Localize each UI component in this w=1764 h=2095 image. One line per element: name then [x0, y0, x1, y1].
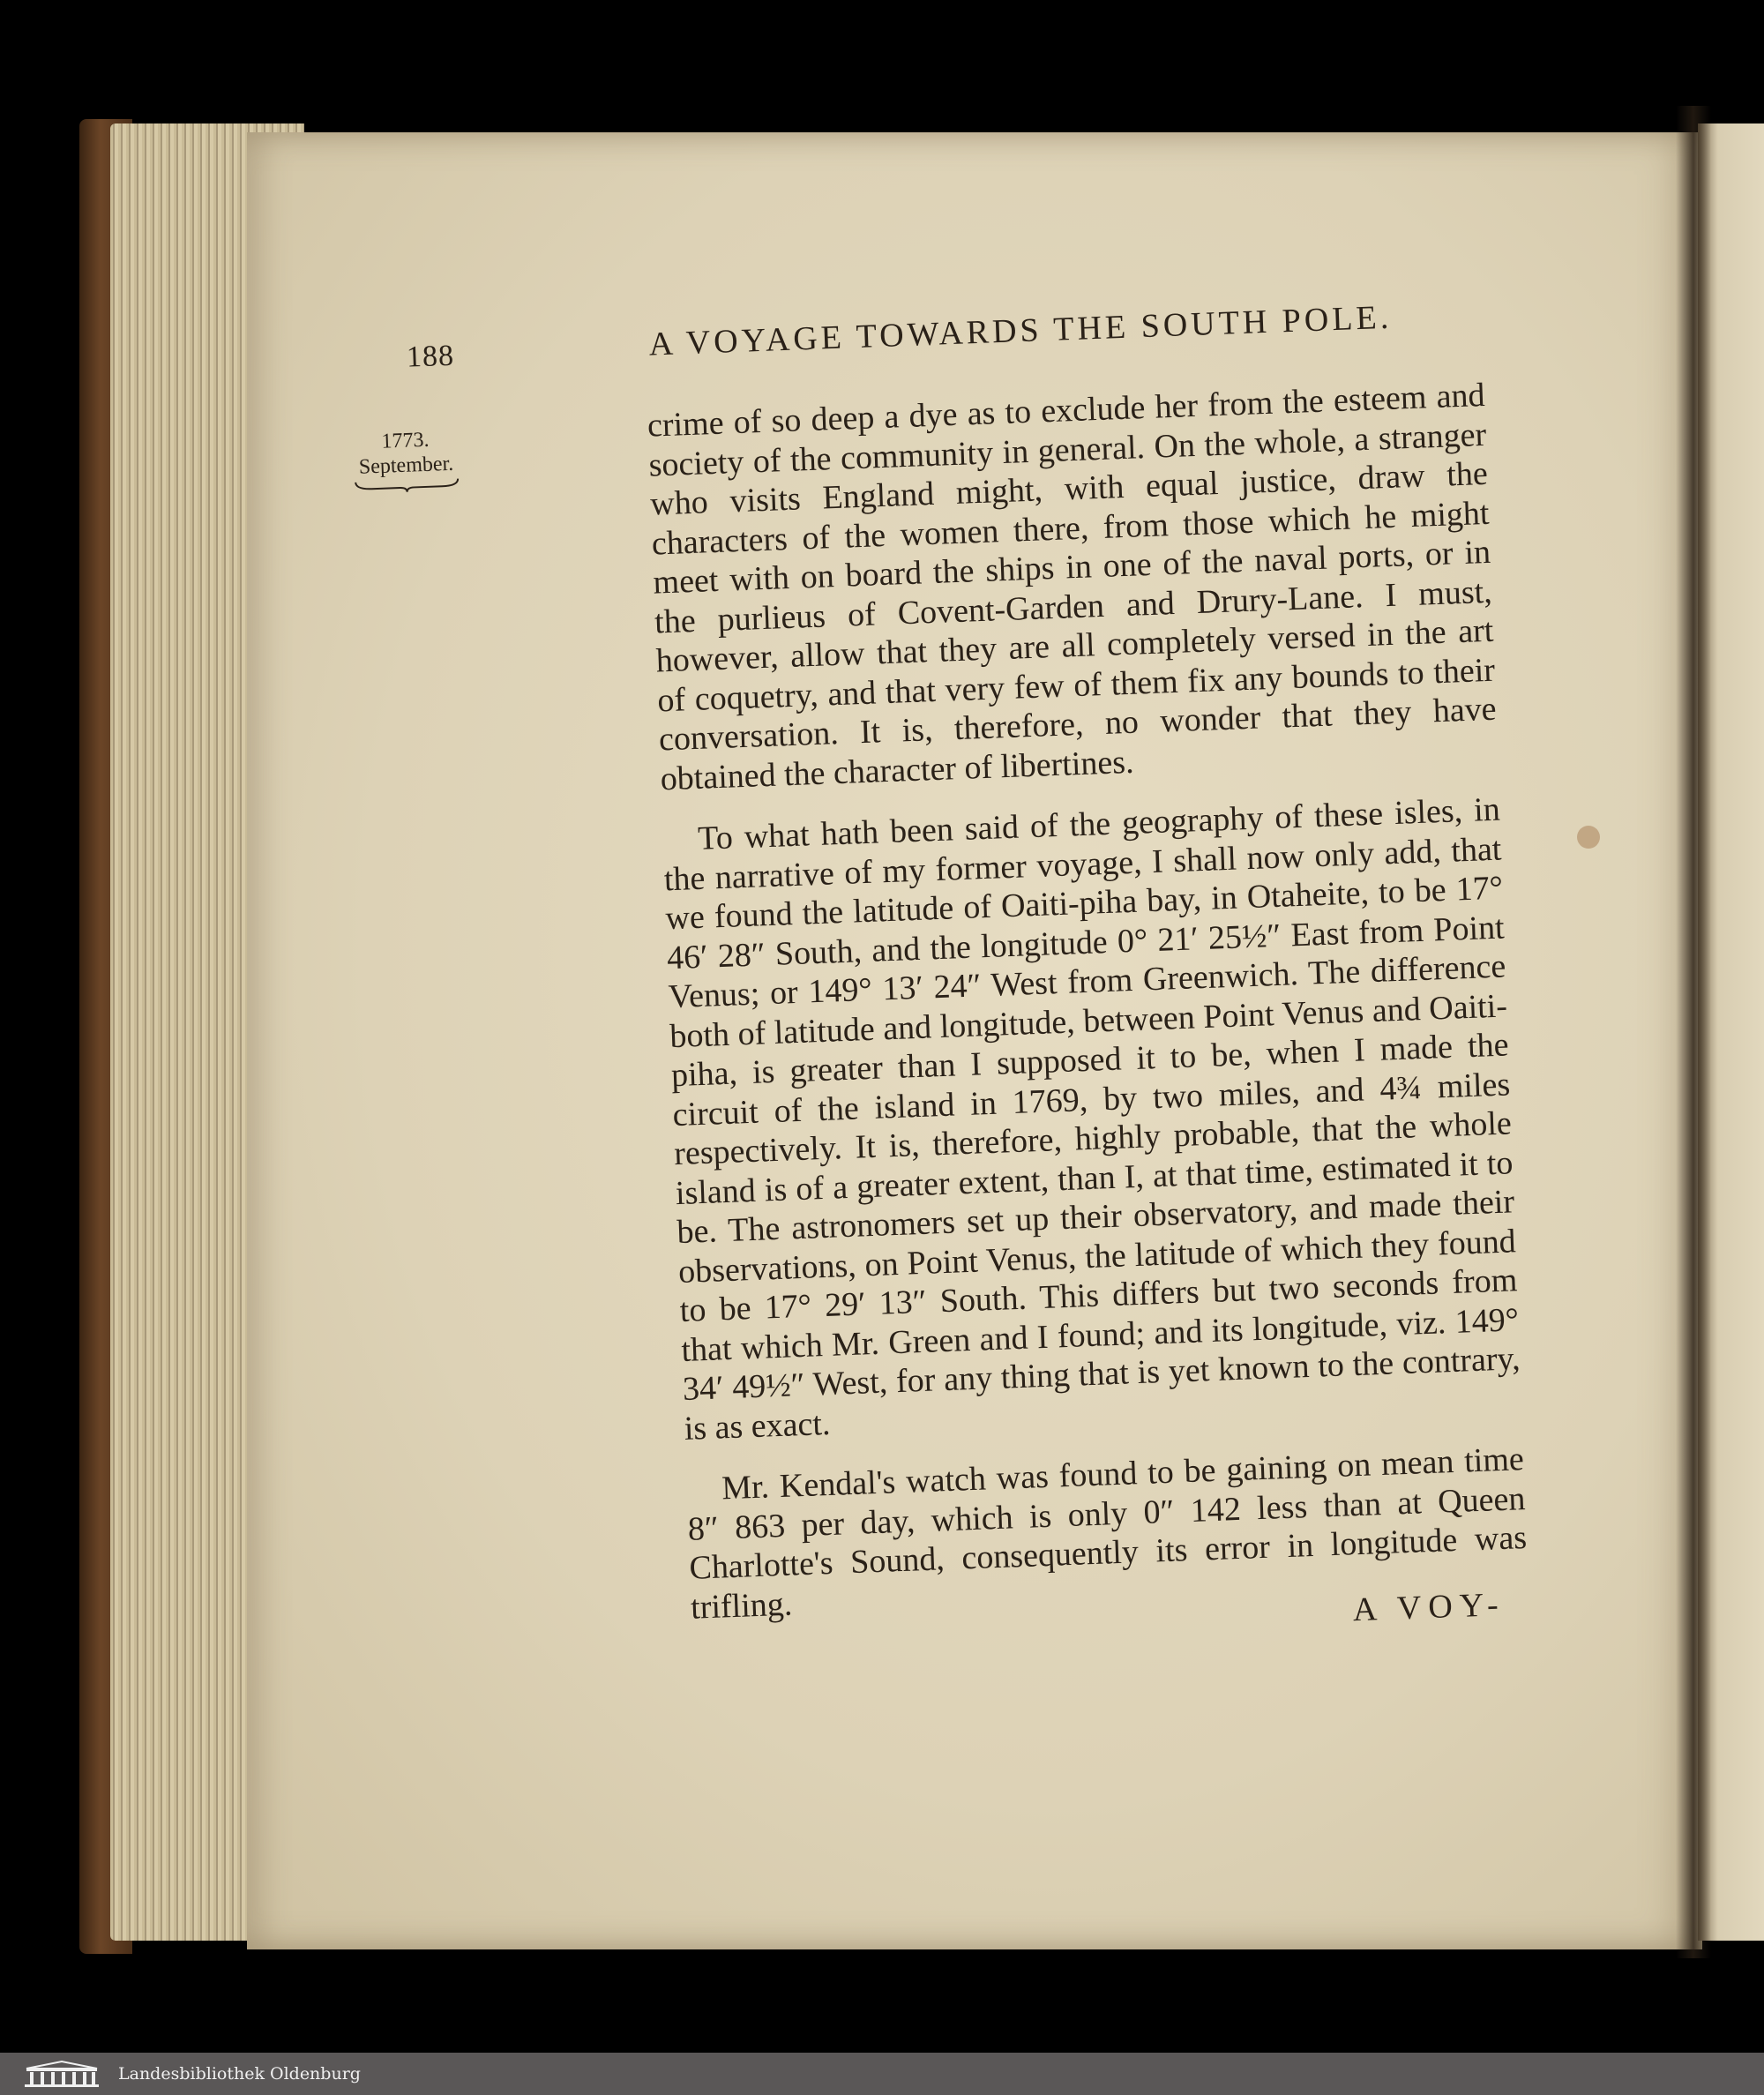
book-gutter: [1676, 106, 1711, 1958]
footer-bar: [0, 2053, 1764, 2095]
library-building-icon: [18, 2060, 106, 2088]
running-title: A VOYAGE TOWARDS THE SOUTH POLE.: [647, 298, 1393, 363]
paragraph-1: crime of so deep a dye as to exclude her from the esteem and society of the community in general. On the whole, a stranger who visits England might, with equal justice, draw the characters of the women there, from those which he might meet with on board the ships in one of the naval ports, or in the purlieus of Covent-Garden and Drury-Lane. I must, however, allow that they are all completely versed in the art of coquetry, and that very few of them fix any bounds to their conversation. It is, therefore, no wonder that they have obtained the character of libertines.: [647, 376, 1498, 797]
catchword: A VOY-: [1352, 1585, 1506, 1629]
paragraph-3: Mr. Kendal's watch was found to be gaining on mean time 8″ 863 per day, which is only 0″ 142 less than at Queen Charlotte's Sound, consequently its error in longitude was trifling.: [687, 1440, 1528, 1627]
margin-year: 1773.: [381, 428, 430, 453]
page-number: 188: [406, 339, 455, 374]
body-text: [647, 376, 1529, 1650]
margin-month: September.: [358, 452, 454, 479]
margin-date-note: [343, 427, 469, 500]
library-name: Landesbibliothek Oldenburg: [118, 2064, 361, 2084]
paragraph-2: To what hath been said of the geography of these isles, in the narrative of my former voyage, I shall now only add, that we found the latitude of Oaiti-piha bay, in Otaheite, to be 17° 46′ 28″ South, and the longitude 0° 21′ 25½″ East from Point Venus; or 149° 13′ 24″ West from Greenwich. The difference both of latitude and longitude, between Point Venus and Oaiti-piha, is greater than I supposed it to be, when I made the circuit of the island in 1769, by two miles, and 4¾ miles respectively. It is, therefore, highly probable, that the whole island is of a greater extent, than I, at that time, estimated it to be. The astronomers set up their observatory, and made their observations, on Point Venus, the latitude of which they found to be 17° 29′ 13″ South. This differs but two seconds from that which Mr. Green and I found; and its longitude, viz. 149° 34′ 49½″ West, for any thing that is yet known to the contrary, is as exact.: [663, 790, 1521, 1448]
paper-stain: [1577, 826, 1600, 849]
